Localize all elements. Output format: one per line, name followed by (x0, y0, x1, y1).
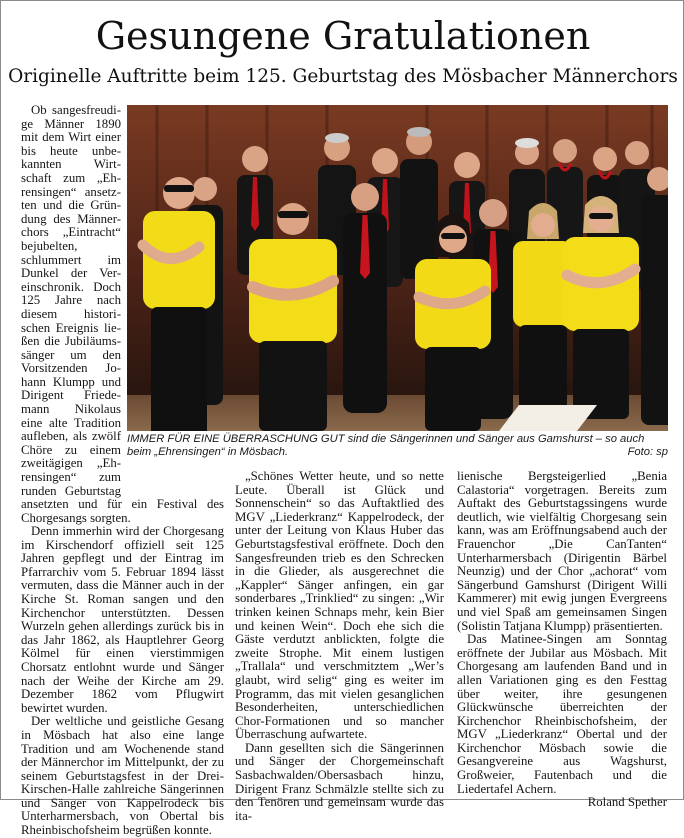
article-paragraph-col1-2: Denn immerhin wird der Chorgesang im Kirschendorf offiziell seit 125 Jahren gepflegt und der Eintrag im Pfarrarchiv vom 5. Februar 1894 lässt vermuten, dass die Männer auch in der Kirche St. Roman sangen und den Kirchenchor unterstützten. Dessen Wurzeln gehen allerdings zurück bis in das Jahr 1862, als Hauptlehrer Georg Kölmel für einen vierstimmigen Chorsatz entlohnt wurde und Sänger nach der Weihe der Kirche am 29. Dezember 1862 vom Pflugwirt bewirtet wurden. (21, 524, 224, 715)
article-line: kannten Wirt- (21, 157, 121, 172)
article-column-1 (21, 525, 224, 838)
article-line: einschronik. Doch (21, 279, 121, 294)
article-line: ge Männer 1890 (21, 116, 121, 131)
article-line: runden Geburtstag (21, 483, 121, 498)
article-line: Dunkel der Ver- (21, 266, 121, 281)
article-column-2 (235, 470, 444, 823)
article-paragraph-col3-1: lienische Bergsteigerlied „Benia Calastoria“ vorgetragen. Bereits zum Auftakt des Geburtstagssingens wurde deutlich, wie vielfältig Chorgesang sein kann, was am Eröffnungsabend auch der Frauenchor „Die CanTanten“ Unterharmersbach (Dirigentin Bärbel Neunzig) und der Chor „achorat“ vom Sängerbund Gamshurst (Dirigent Willi Kammerer) mit ewig jungen Evergreens und viel Spaß am gemeinsamen Singen (Solistin Tatjana Klumpp) präsentierten. (457, 469, 667, 633)
article-line: bis heute unbe- (21, 143, 121, 158)
article-line: ßen die Jubiläums- (21, 334, 121, 349)
article-headline: Gesungene Gratulationen (95, 14, 591, 58)
article-line: schlummert im (21, 252, 121, 267)
choir-photo-illustration (127, 105, 668, 431)
article-line: chors „Eintracht“ (21, 225, 121, 240)
article-line: Chorgesangs sorgten. (21, 510, 131, 525)
article-line: Chöre zu einem (21, 442, 121, 457)
article-line: zweitägigen „Eh- (21, 456, 121, 471)
photo-caption-text: IMMER FÜR EINE ÜBERRASCHUNG GUT sind die Sängerinnen und Sänger aus Gamshurst – so auch beim „Ehrensingen“ in Mösbach. (127, 433, 645, 459)
article-line: dung des Männer- (21, 211, 121, 226)
article-line: Ob sangesfreudi- (31, 103, 121, 117)
article-line: aufleben, als zwölf (21, 429, 121, 444)
article-line: schaft zum „Eh- (21, 170, 121, 185)
article-paragraph-col2-1: „Schönes Wetter heute, und so nette Leute. Überall ist Glück und Sonnenschein“ so das Auftaktlied des MGV „Liederkranz“ Kappelrodeck, der unter der Leitung von Klaus Huber das Geburtstagsfestival eröffnete. Doch den Sangesfreunden trieb es den Schrecken in die Glieder, als ausgerechnet die „Kappler“ Sänger anfingen, ein gar sonderbares „Trinklied“ zu singen: „Wir trinken keinen Schnaps mehr, kein Bier und keinen Wein“. Doch ehe sich die Gäste verdutzt anblickten, folgte die zweite Strophe. Mit einem lustigen „Trallala“ und verschmitztem „Wer’s glaubt, wird selig“ ging es weiter im Programm, das mit vielen gesanglichen Besonderheiten, unterschiedlichen Chor-Formationen und so mancher Überraschung aufwartete. (235, 469, 444, 742)
article-line: Dirigent Friede- (21, 388, 121, 403)
article-line: eine alte Tradition (21, 415, 121, 430)
article-column-1-lines (21, 103, 224, 525)
choir-photo (127, 105, 668, 431)
article-author: Roland Spether (587, 795, 667, 810)
article-line: hann Klumpp und (21, 374, 121, 389)
article-paragraph-col2-2: Dann gesellten sich die Sängerinnen und Sänger der Chorgemeinschaft Sasbachwalden/Obersasbach hinzu, Dirigent Franz Schmälzle stellte sich zu den Tenören und gemeinsam wurde das ita- (235, 740, 444, 823)
article-line: rensingen“ ansetz- (21, 184, 121, 199)
article-line: ansetzten und für ein Festival des (21, 497, 224, 512)
photo-caption (127, 433, 668, 459)
article-line: ten und die Grün- (21, 198, 121, 213)
article-line: 125 Jahre nach (21, 293, 121, 308)
article-subheadline: Originelle Auftritte beim 125. Geburtstag des Mösbacher Männerchors (8, 66, 678, 87)
article-line: bejubelten, (21, 238, 78, 253)
article-line: sänger um den (21, 347, 121, 362)
article-line: mit dem Wirt einer (21, 130, 121, 145)
article-column-3 (457, 470, 667, 810)
article-paragraph-col3-2: Das Matinee-Singen am Sonntag eröffnete der Jubilar aus Mösbach. Mit Chorgesang am laufenden Band und in allen Variationen ging es den Festtag über weiter, ihre gesungenen Glückwünsche überreichten der Kirchenchor Rheinbischofsheim, der MGV „Liederkranz“ Obertal und der Kirchenchor Mösbach sowie die Gesangvereine aus Wagshurst, Großweier, Fautenbach und die Liedertafel Achern. (457, 632, 667, 796)
article-line: Vorsitzenden Jo- (21, 361, 121, 376)
article-line: schen Ereignis lie- (21, 320, 121, 335)
article-line: diesem histori- (21, 306, 121, 321)
article-paragraph-col1-3: Der weltliche und geistliche Gesang in Mösbach hat also eine lange Tradition und am Wochenende stand der Männerchor im Mittelpunkt, der zu seinem Geburtstagsfest in der Drei-Kirschen-Halle zahlreiche Sängerinnen und Sänger von Kappelrodeck bis Unterharmersbach, von Obertal bis Rheinbischofsheim begrüßen konnte. (21, 714, 224, 838)
article-line: rensingen“ zum (21, 470, 121, 485)
article-line: mann Nikolaus (21, 402, 121, 417)
photo-credit: Foto: sp (627, 446, 668, 458)
